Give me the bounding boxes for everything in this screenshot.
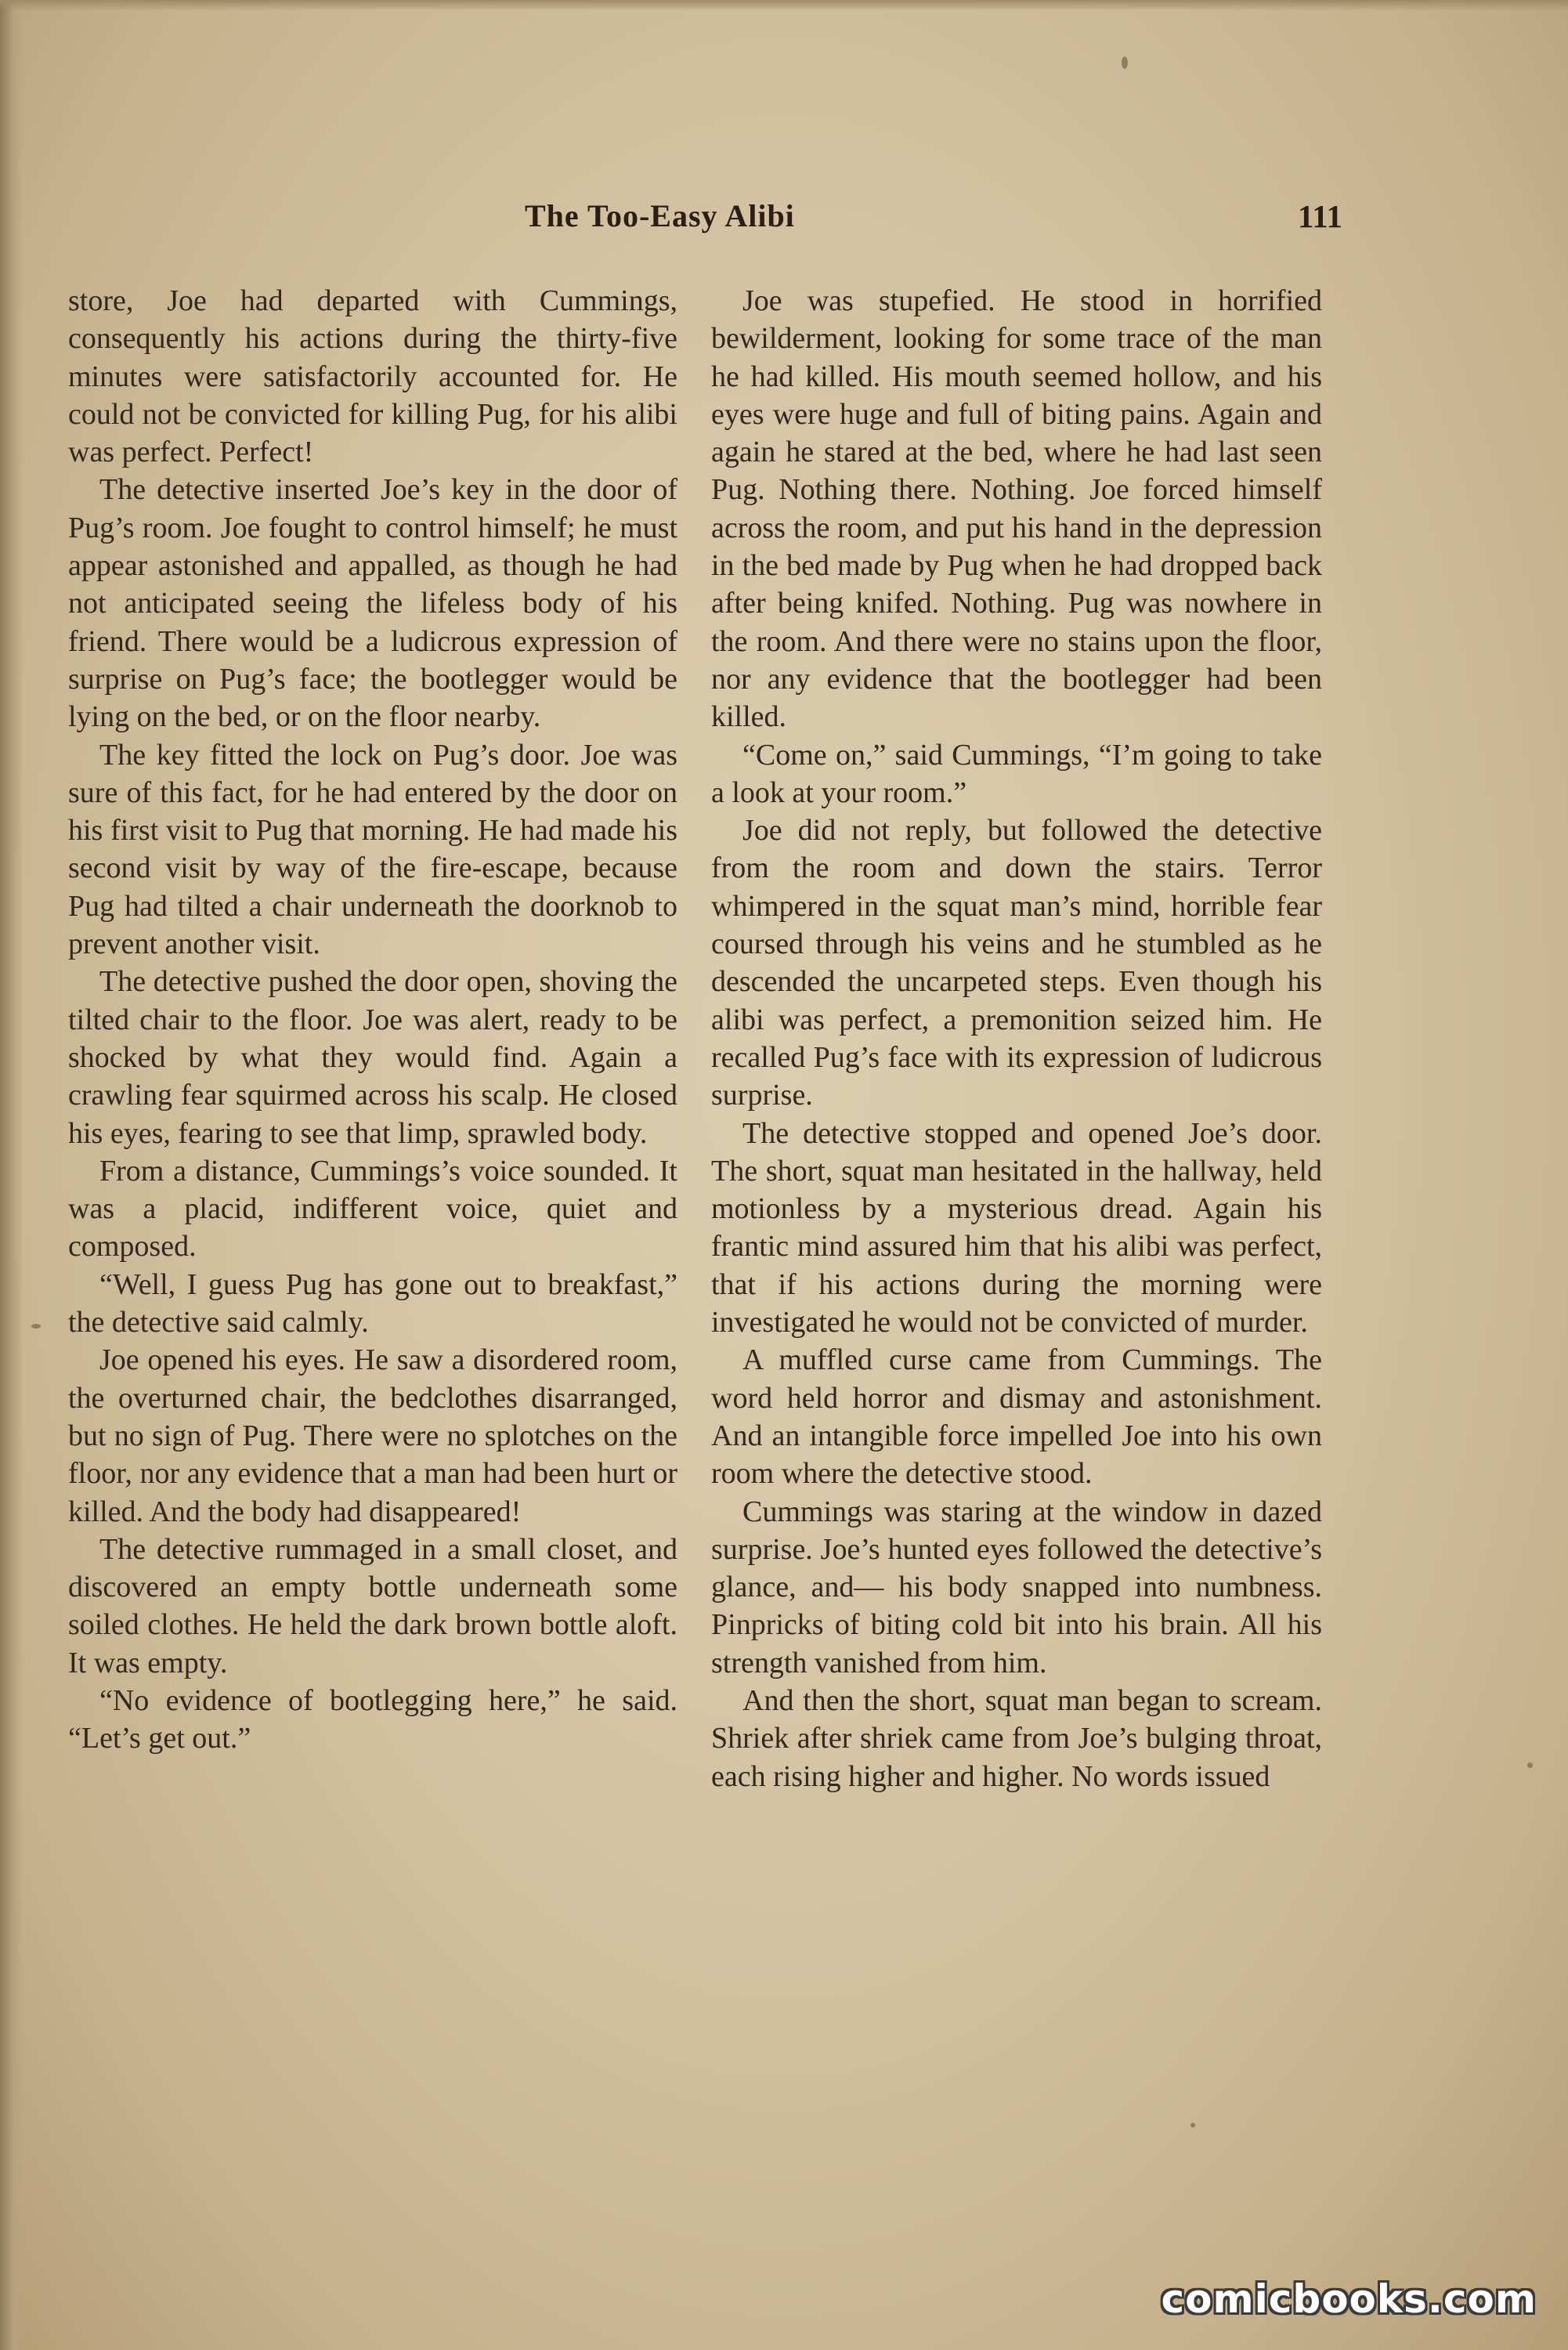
paper-speck [1190,2123,1195,2128]
page-top-shadow [0,0,1568,11]
right-column [711,282,1322,1795]
left-column [68,282,677,1758]
paragraph: “No evidence of bootlegging here,” he said. “Let’s get out.” [68,1683,677,1755]
paragraph: Joe did not reply, but followed the detective from the room and down the stairs. Terror whimpered in the squat man’s mind, horrible fear coursed through his veins and he stumbled as he descended the uncarpeted steps. Even though his alibi was perfect, a premonition seized him. He recalled Pug’s face with its expression of ludicrous surprise. [711,814,1322,1112]
paper-speck [1122,56,1128,69]
page-edge-shadow [0,0,23,2350]
paragraph: The key fitted the lock on Pug’s door. Joe was sure of this fact, for he had entered by the door on his first visit to Pug that morning. He had made his second visit by way of the fire-escape, because Pug had tilted a chair underneath the doorknob to prevent another visit. [68,738,677,961]
paragraph: store, Joe had departed with Cummings, consequently his actions during the thirty-five minutes were satisfactorily accounted for. He could not be convicted for killing Pug, for his alibi was perfect. Perfect! [68,284,677,469]
watermark-logo: comicbooks.com [1161,2276,1537,2322]
paragraph: From a distance, Cummings’s voice sounded. It was a placid, indifferent voice, quiet and composed. [68,1154,677,1264]
paragraph: Joe was stupefied. He stood in horrified bewilderment, looking for some trace of the man he had killed. His mouth seemed hollow, and his eyes were huge and full of biting pains. Again and again he stared at the bed, where he had last seen Pug. Nothing there. Nothing. Joe forced himself across the room, and put his hand in the depression in the bed made by Pug when he had dropped back after being knifed. Nothing. Pug was nowhere in the room. And there were no stains upon the floor, nor any evidence that the bootlegger had been killed. [711,284,1322,734]
paper-speck [31,1324,41,1329]
paper-speck [1527,1762,1533,1768]
running-title: The Too-Easy Alibi [525,198,795,233]
paragraph: Cummings was staring at the window in dazed surprise. Joe’s hunted eyes followed the detective’s glance, and— his body snapped into numbness. Pinpricks of biting cold bit into his brain. All his strength vanished from him. [711,1495,1322,1679]
page-number: 111 [1298,198,1342,234]
paragraph: The detective inserted Joe’s key in the door of Pug’s room. Joe fought to control himself; he must appear astonished and appalled, as though he had not anticipated seeing the lifeless body of his friend. There would be a ludicrous expression of surprise on Pug’s face; the bootlegger would be lying on the bed, or on the floor nearby. [68,473,677,734]
paragraph: “Well, I guess Pug has gone out to breakfast,” the detective said calmly. [68,1267,677,1340]
paragraph: The detective rummaged in a small closet, and discovered an empty bottle underneath some soiled clothes. He held the dark brown bottle aloft. It was empty. [68,1532,677,1679]
paragraph: A muffled curse came from Cummings. The word held horror and dismay and astonishment. And an intangible force impelled Joe into his own room where the detective stood. [711,1343,1322,1491]
paragraph: The detective pushed the door open, shoving the tilted chair to the floor. Joe was alert, ready to be shocked by what they would find. Again a crawling fear squirmed across his scalp. He closed his eyes, fearing to see that limp, sprawled body. [68,965,677,1150]
paragraph: And then the short, squat man began to scream. Shriek after shriek came from Joe’s bulging throat, each rising higher and higher. No words issued [711,1683,1322,1793]
paragraph: The detective stopped and opened Joe’s door. The short, squat man hesitated in the hallway, held motionless by a mysterious dread. Again his frantic mind assured him that his alibi was perfect, that if his actions during the morning were investigated he would not be convicted of murder. [711,1116,1322,1340]
paragraph: Joe opened his eyes. He saw a disordered room, the overturned chair, the bedclothes disarranged, but no sign of Pug. There were no splotches on the floor, nor any evidence that a man had been hurt or killed. And the body had disappeared! [68,1343,677,1528]
paragraph: “Come on,” said Cummings, “I’m going to take a look at your room.” [711,738,1322,809]
running-head [70,197,1342,244]
